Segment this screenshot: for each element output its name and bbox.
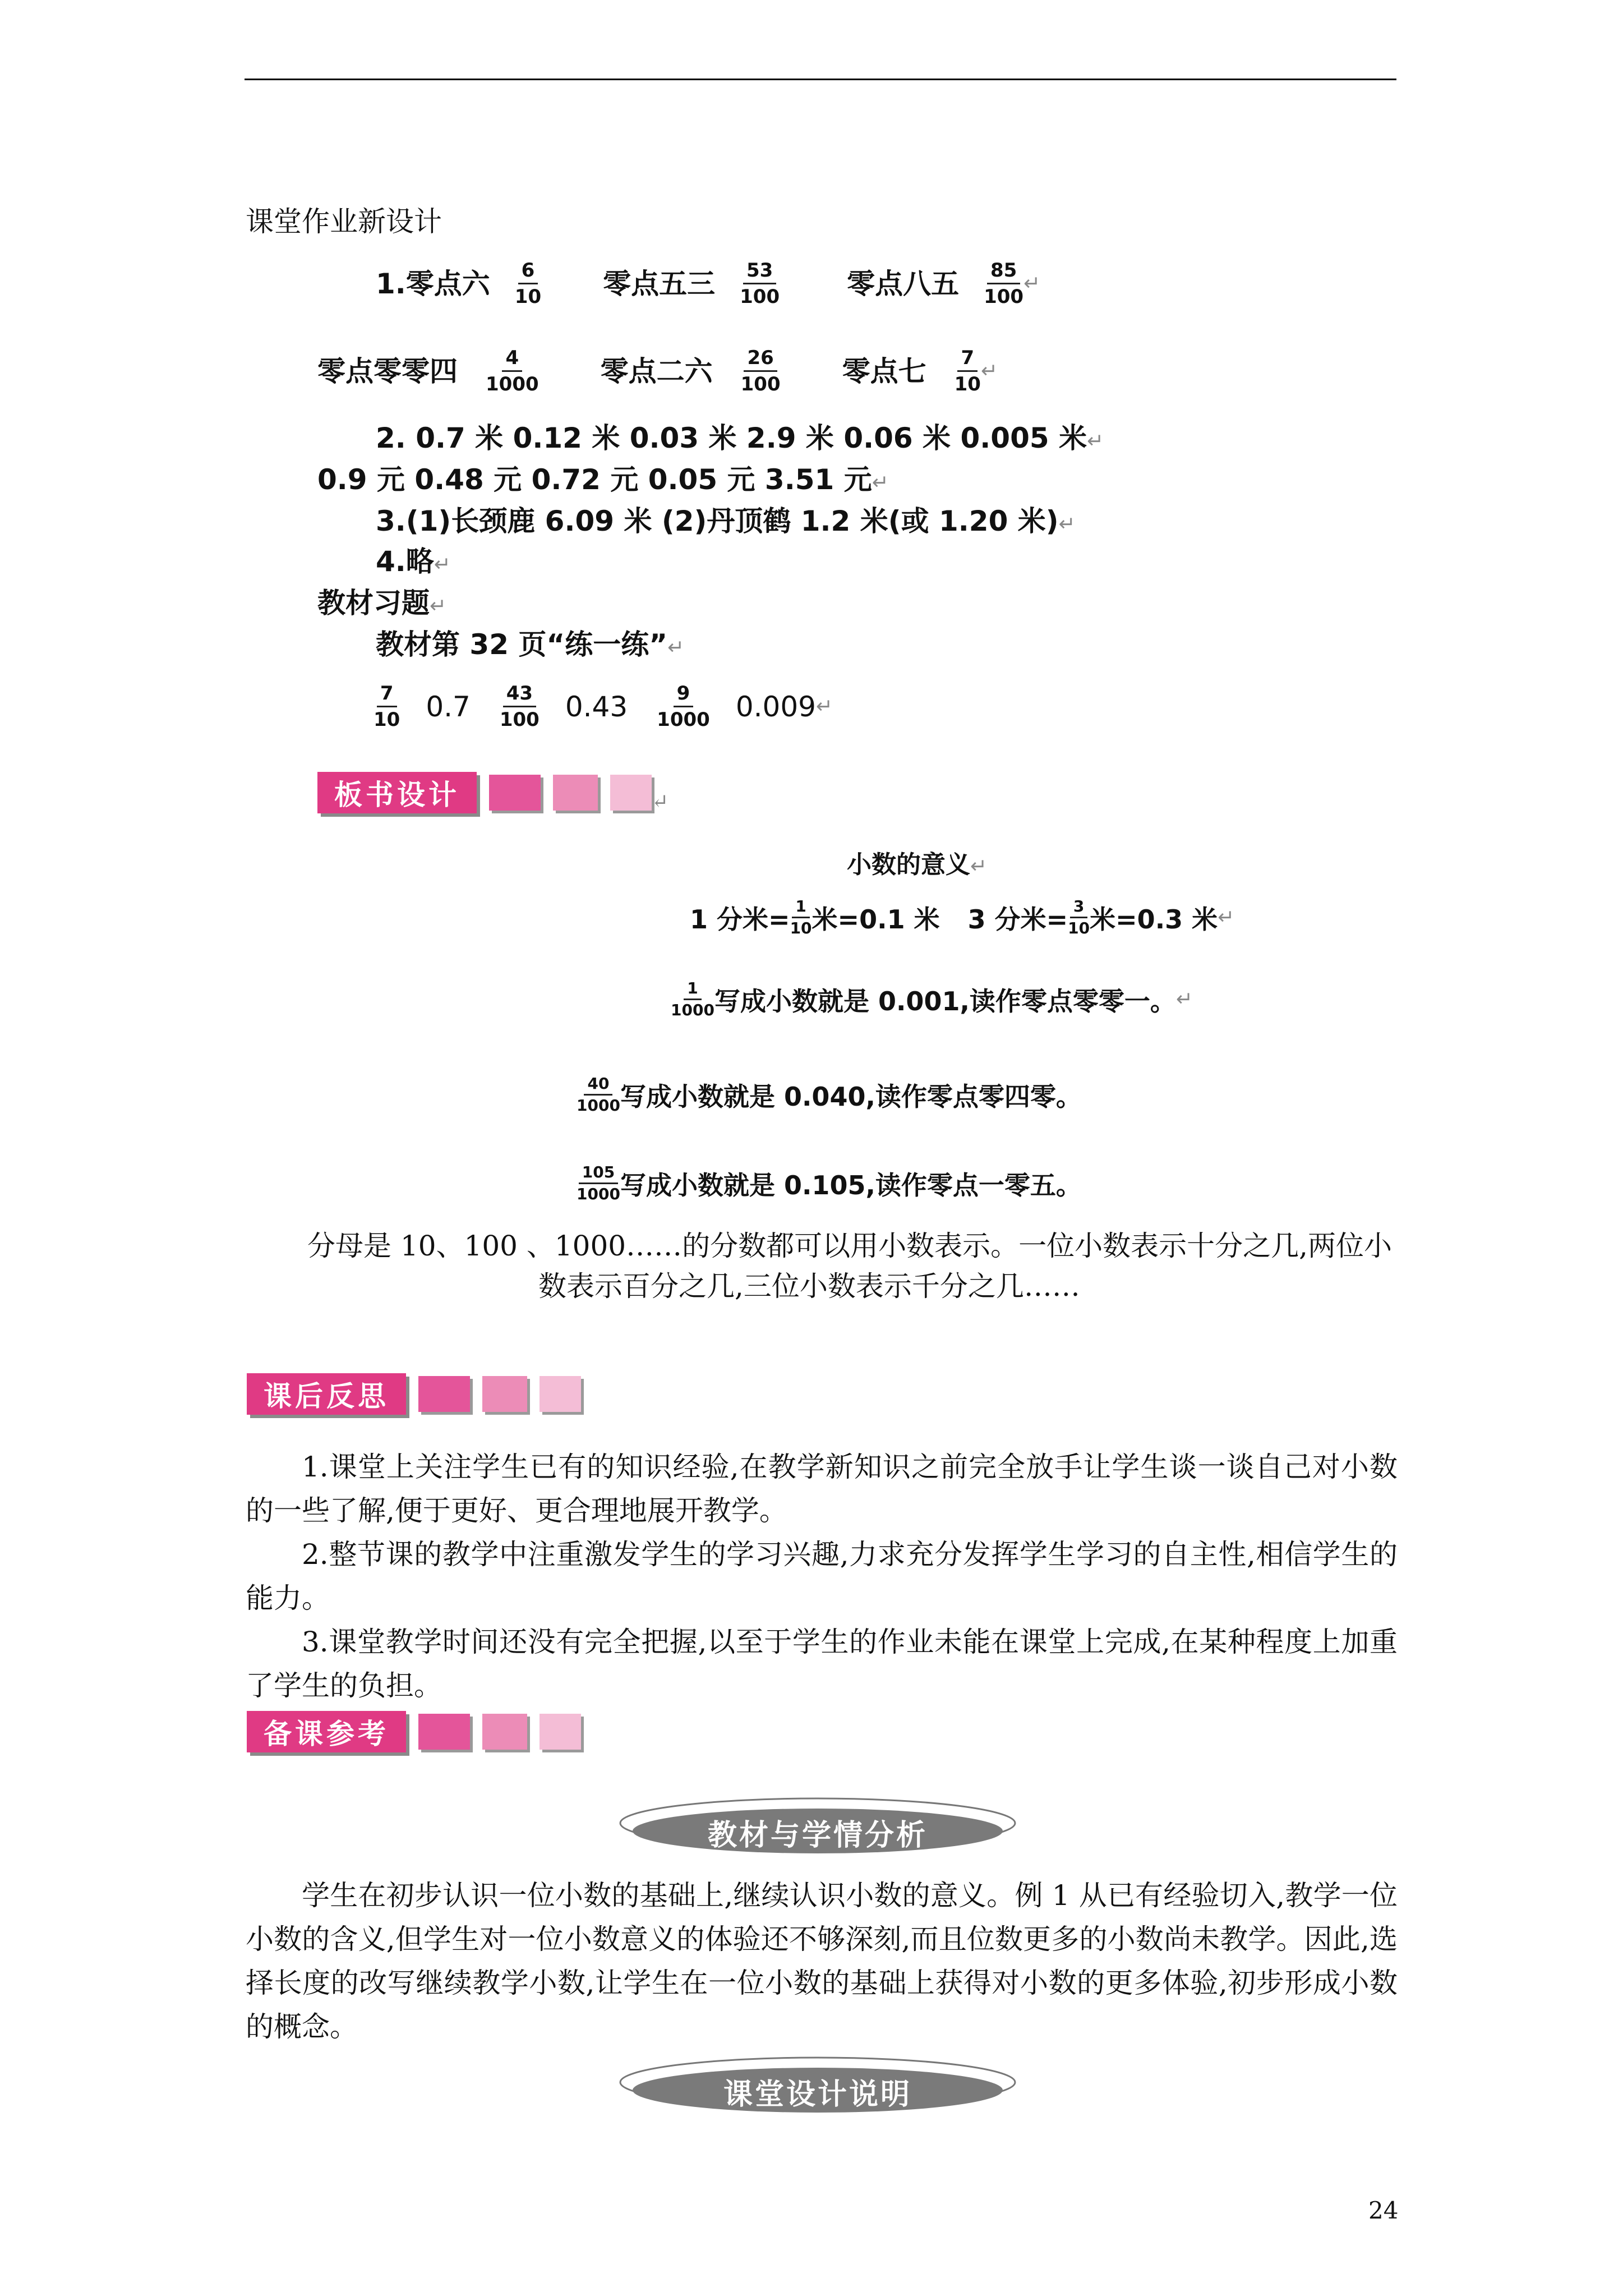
badge-square <box>540 1376 581 1412</box>
fraction: $\frac{1}{1000}$ <box>671 979 714 1019</box>
badge-square <box>553 775 598 811</box>
textbook-ref <box>376 628 685 662</box>
return-mark: ↵ <box>1175 988 1193 1011</box>
answer-text: 0.9 元 0.48 元 0.72 元 0.05 元 3.51 元 <box>317 463 872 496</box>
fraction: $\frac{85}{100}$ <box>984 259 1024 308</box>
reflection-item: 2.整节课的教学中注重激发学生的学习兴趣,力求充分发挥学生学习的自主性,相信学生的能力。 <box>246 1538 1398 1614</box>
heading-design <box>616 2055 1020 2117</box>
heading-design-text: 课堂设计说明 <box>723 2077 912 2111</box>
board-text: 写成小数就是 0.105,读作零点一零五。 <box>620 1170 1082 1200</box>
return-mark: ↵ <box>430 595 447 618</box>
board-title-text: 小数的意义 <box>847 850 970 879</box>
fraction: $\frac{40}{1000}$ <box>577 1074 620 1115</box>
return-mark: ↵ <box>667 636 685 659</box>
fraction: $\frac{3}{10}$ <box>1068 897 1090 937</box>
board-text: 米=0.3 米 <box>1090 904 1218 935</box>
board-text: 1 分米= <box>690 904 790 935</box>
q1-word: 零点零零四 <box>317 355 458 388</box>
board-line-4 <box>577 1163 1082 1203</box>
decimal-value: 0.43 <box>565 690 628 723</box>
heading-text: 教材习题 <box>317 587 430 619</box>
answer-q2-line1 <box>376 424 1104 455</box>
textbook-answers <box>374 682 833 731</box>
decimal-value: 0.009 <box>735 690 816 723</box>
answer-q3 <box>376 507 1076 539</box>
return-mark: ↵ <box>980 359 998 383</box>
analysis-text: 学生在初步认识一位小数的基础上,继续认识小数的意义。例 1 从已有经验切入,教学一位小数的含义,但学生对一位小数意义的体验还不够深刻,而且位数更多的小数尚未教学。因此,选择长度的改写继续教学小数,让学生在一位小数的基础上获得对小数的更多体验,初步形成小数的概念。 <box>246 1879 1398 2043</box>
reflection-item: 3.课堂教学时间还没有完全把握,以至于学生的作业未能在课堂上完成,在某种程度上加重了学生的负担。 <box>246 1626 1398 1702</box>
return-mark: ↵ <box>1087 430 1104 453</box>
board-line-3 <box>577 1075 1082 1115</box>
reflection-item: 1.课堂上关注学生已有的知识经验,在教学新知识之前完全放手让学生谈一谈自己对小数的一些了解,便于更好、更合理地展开教学。 <box>246 1451 1398 1527</box>
badge-square <box>610 775 652 811</box>
return-mark: ↵ <box>1218 906 1235 929</box>
textbook-heading <box>317 589 446 620</box>
heading-analysis <box>616 1796 1020 1858</box>
fraction: $\frac{53}{100}$ <box>740 259 780 308</box>
badge-board-design <box>317 772 668 813</box>
q1-word: 1.零点六 <box>376 267 490 300</box>
return-mark: ↵ <box>1058 513 1076 536</box>
badge-reference <box>247 1711 581 1752</box>
q1-word: 零点二六 <box>600 355 713 388</box>
heading-analysis-text: 教材与学情分析 <box>707 1818 928 1852</box>
header-rule <box>245 79 1396 80</box>
badge-square <box>482 1714 527 1750</box>
answer-q2-line2 <box>317 463 889 497</box>
board-text: 米=0.1 米 <box>811 904 940 935</box>
fraction: $\frac{1}{10}$ <box>790 897 812 937</box>
answer-text: 3.(1)长颈鹿 6.09 米 (2)丹顶鹤 1.2 米(或 1.20 米) <box>376 505 1059 537</box>
ref-text: 教材第 32 页“练一练” <box>376 628 668 661</box>
analysis-paragraph <box>246 1874 1398 2049</box>
answer-q1-row2 <box>317 347 998 395</box>
fraction: $\frac{105}{1000}$ <box>577 1163 620 1203</box>
answer-q1-row1 <box>376 259 1040 308</box>
board-text: 3 分米= <box>967 904 1068 935</box>
return-mark: ↵ <box>652 790 669 813</box>
badge-square <box>418 1376 470 1412</box>
fraction: $\frac{9}{1000}$ <box>657 682 710 731</box>
board-line-1 <box>690 898 1234 937</box>
decimal-value: 0.7 <box>426 690 471 723</box>
board-title <box>847 844 987 880</box>
answer-q4 <box>376 547 451 579</box>
return-mark: ↵ <box>434 553 451 576</box>
answer-text: 4.略 <box>376 545 434 578</box>
fraction: $\frac{4}{1000}$ <box>486 347 539 395</box>
badge-label: 课后反思 <box>247 1373 406 1415</box>
return-mark: ↵ <box>872 471 889 494</box>
badge-label: 板书设计 <box>317 772 477 813</box>
section-title: 课堂作业新设计 <box>246 205 442 238</box>
fraction: $\frac{6}{10}$ <box>514 259 542 308</box>
fraction: $\frac{26}{100}$ <box>740 347 781 395</box>
page-number: 24 <box>1368 2197 1399 2224</box>
fraction: $\frac{7}{10}$ <box>374 682 400 731</box>
board-line-2 <box>671 979 1193 1019</box>
badge-label: 备课参考 <box>247 1711 406 1752</box>
fraction: $\frac{7}{10}$ <box>954 347 981 395</box>
return-mark: ↵ <box>970 855 988 878</box>
reflection-list <box>246 1445 1398 1708</box>
badge-reflection <box>247 1373 581 1415</box>
q1-word: 零点七 <box>842 355 926 388</box>
board-summary-2: 数表示百分之几,三位小数表示千分之几…… <box>538 1270 1080 1303</box>
fraction: $\frac{43}{100}$ <box>499 682 540 731</box>
badge-square <box>482 1376 527 1412</box>
board-text: 写成小数就是 0.001,读作零点零零一。 <box>714 986 1176 1016</box>
badge-square <box>489 775 541 811</box>
board-text: 写成小数就是 0.040,读作零点零四零。 <box>620 1081 1082 1112</box>
answer-text: 2. 0.7 米 0.12 米 0.03 米 2.9 米 0.06 米 0.005 米 <box>376 422 1087 454</box>
badge-square <box>540 1714 581 1750</box>
board-summary-1: 分母是 10、100 、1000……的分数都可以用小数表示。一位小数表示十分之几,两位小 <box>307 1230 1392 1262</box>
q1-word: 零点五三 <box>603 267 716 300</box>
return-mark: ↵ <box>815 694 833 718</box>
badge-square <box>418 1714 470 1750</box>
return-mark: ↵ <box>1023 272 1041 295</box>
q1-word: 零点八五 <box>847 267 960 300</box>
